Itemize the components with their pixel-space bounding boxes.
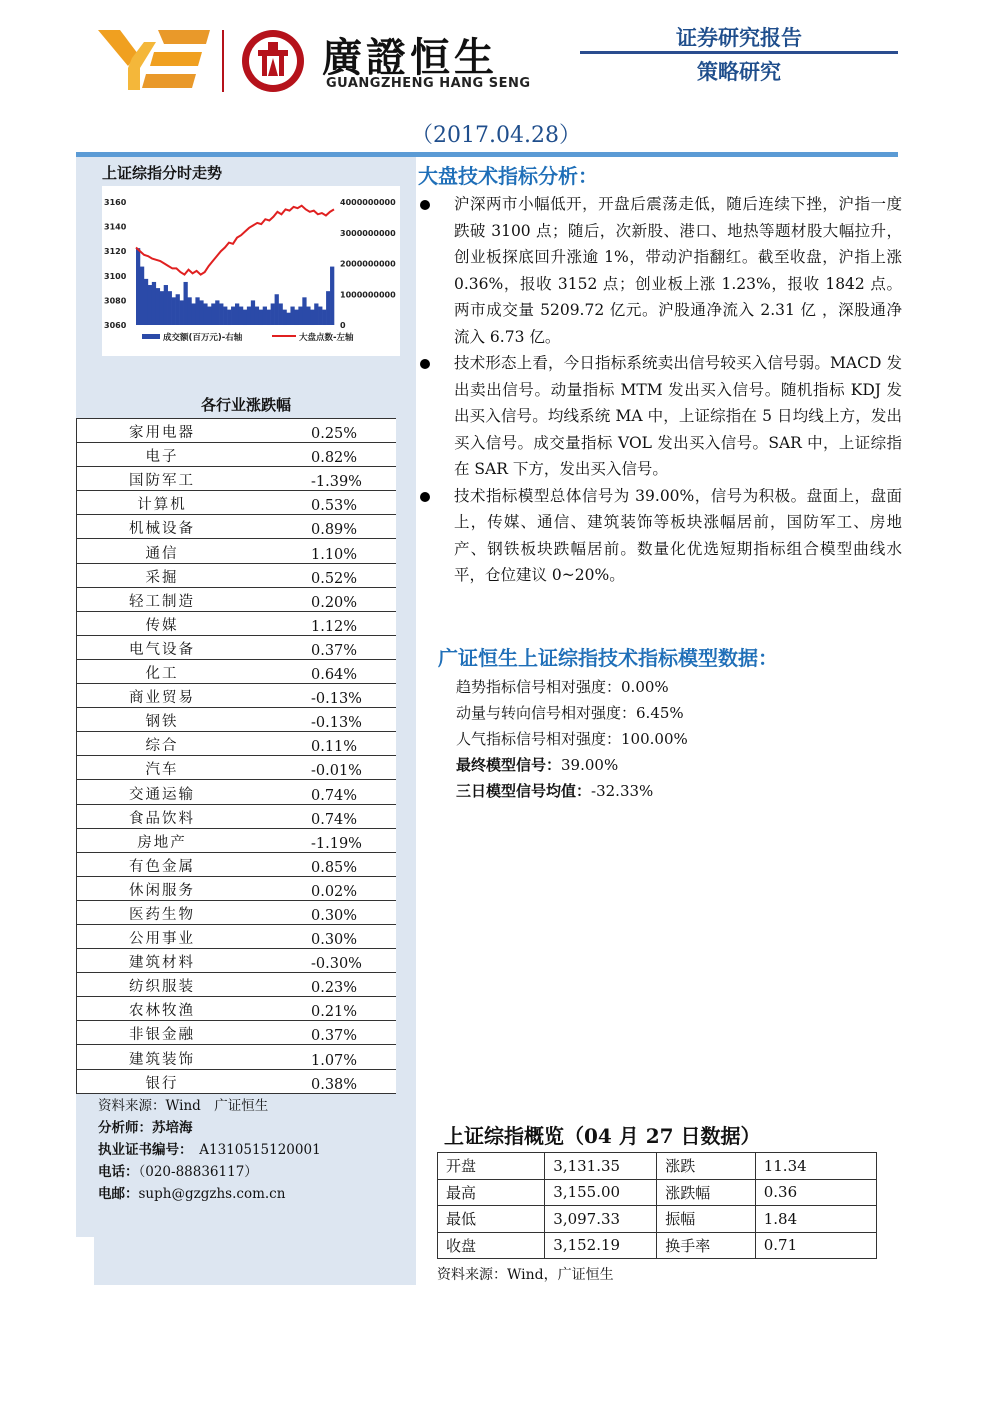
industry-row bbox=[77, 659, 397, 683]
industry-change: -1.39% bbox=[247, 467, 396, 491]
industry-row bbox=[77, 1045, 397, 1069]
industry-change: 0.52% bbox=[247, 563, 396, 587]
volume-bar bbox=[318, 307, 322, 325]
industry-name: 医药生物 bbox=[77, 900, 248, 924]
analyst-name: 苏培海 bbox=[152, 1120, 193, 1136]
industry-change: -0.30% bbox=[247, 949, 396, 973]
legend-index-label: 大盘点数-左轴 bbox=[299, 333, 354, 343]
overview-value: 0.71 bbox=[755, 1232, 876, 1259]
industry-name: 家用电器 bbox=[77, 419, 248, 443]
overview-label: 涨跌幅 bbox=[657, 1179, 756, 1206]
industry-name: 采掘 bbox=[77, 563, 248, 587]
volume-bar bbox=[243, 310, 247, 325]
email-line bbox=[98, 1182, 285, 1202]
industry-row bbox=[77, 924, 397, 948]
volume-bar bbox=[314, 303, 318, 325]
overview-value: 3,152.19 bbox=[545, 1232, 657, 1259]
industry-name: 轻工制造 bbox=[77, 587, 248, 611]
volume-bar bbox=[290, 307, 294, 325]
volume-bar bbox=[294, 310, 298, 325]
industry-change: 0.02% bbox=[247, 876, 396, 900]
cert-value: A1310515120001 bbox=[199, 1142, 321, 1158]
industry-name: 通信 bbox=[77, 539, 248, 563]
bullet-item: 技术指标模型总体信号为 39.00%，信号为积极。盘面上，盘面上，传媒、通信、建筑装饰等板块涨幅居前，国防军工、房地产、钢铁板块跌幅居前。数量化优选短期指标组合模型曲线水平，仓位建议 0~20%。 bbox=[418, 483, 902, 589]
industry-row bbox=[77, 587, 397, 611]
ye-logo-icon bbox=[98, 28, 210, 92]
industry-name: 汽车 bbox=[77, 756, 248, 780]
industry-row bbox=[77, 852, 397, 876]
industry-row bbox=[77, 756, 397, 780]
volume-bar bbox=[168, 291, 172, 325]
overview-value: 3,131.35 bbox=[545, 1153, 657, 1180]
volume-bar bbox=[227, 310, 231, 325]
industry-name: 钢铁 bbox=[77, 708, 248, 732]
industry-row bbox=[77, 732, 397, 756]
industry-name: 休闲服务 bbox=[77, 876, 248, 900]
industry-row bbox=[77, 876, 397, 900]
volume-bar bbox=[310, 310, 314, 325]
volume-bar bbox=[152, 282, 156, 325]
logo-separator bbox=[222, 30, 224, 92]
industry-name: 综合 bbox=[77, 732, 248, 756]
industry-row bbox=[77, 804, 397, 828]
volume-bar bbox=[259, 310, 263, 325]
industry-row bbox=[77, 539, 397, 563]
overview-row bbox=[438, 1232, 877, 1259]
industry-row bbox=[77, 973, 397, 997]
bullet-dot-icon bbox=[420, 200, 430, 210]
phone-line bbox=[98, 1160, 258, 1180]
industry-row bbox=[77, 419, 397, 443]
overview-label: 开盘 bbox=[438, 1153, 545, 1180]
phone-label: 电话： bbox=[98, 1164, 139, 1180]
index-line bbox=[136, 206, 334, 275]
industry-change: 0.53% bbox=[247, 491, 396, 515]
industry-name: 建筑材料 bbox=[77, 949, 248, 973]
industry-name: 计算机 bbox=[77, 491, 248, 515]
volume-bar bbox=[286, 313, 290, 325]
volume-bar bbox=[199, 300, 203, 325]
industry-change: 1.07% bbox=[247, 1045, 396, 1069]
industry-row bbox=[77, 828, 397, 852]
legend-volume-label: 成交额(百万元)-右轴 bbox=[163, 333, 243, 343]
volume-bar bbox=[275, 294, 279, 325]
industry-change: 0.21% bbox=[247, 997, 396, 1021]
left-axis-tick-label: 3080 bbox=[104, 296, 127, 306]
bullet-item: 技术形态上看，今日指标系统卖出信号较买入信号弱。MACD 发出卖出信号。动量指标 MTM 发出买入信号。随机指标 KDJ 发出买入信号。均线系统 MA 中，上证综指在 5 日均线上方，发出买入信号。成交量指标 VOL 发出买入信号。SAR 中，上证综指在 SAR 下方，发出买入信号。 bbox=[418, 350, 902, 483]
legend-volume-swatch bbox=[142, 334, 160, 339]
industry-name: 机械设备 bbox=[77, 515, 248, 539]
volume-bar bbox=[326, 291, 330, 325]
volume-bar bbox=[283, 310, 287, 325]
left-axis-tick-label: 3100 bbox=[104, 271, 127, 281]
left-source-note: 资料来源：Wind 广证恒生 bbox=[98, 1098, 269, 1114]
right-axis-tick-label: 0 bbox=[340, 321, 346, 330]
model-data bbox=[456, 674, 688, 804]
industry-change: 0.74% bbox=[247, 804, 396, 828]
volume-bar bbox=[203, 303, 207, 325]
volume-bar bbox=[235, 303, 239, 325]
industry-change: 0.38% bbox=[247, 1069, 396, 1093]
phone-value: （020-88836117） bbox=[138, 1164, 258, 1180]
volume-bar bbox=[176, 294, 180, 325]
volume-bar bbox=[144, 279, 148, 325]
industry-row bbox=[77, 443, 397, 467]
cert-line bbox=[98, 1138, 321, 1158]
industry-change: 0.89% bbox=[247, 515, 396, 539]
overview-value: 0.36 bbox=[755, 1179, 876, 1206]
industry-name: 纺织服装 bbox=[77, 973, 248, 997]
industry-row bbox=[77, 1021, 397, 1045]
overview-label: 最高 bbox=[438, 1179, 545, 1206]
industry-name: 国防军工 bbox=[77, 467, 248, 491]
volume-bar bbox=[279, 303, 283, 325]
brand-name-en: GUANGZHENG HANG SENG bbox=[326, 76, 531, 91]
industry-row bbox=[77, 515, 397, 539]
volume-bar bbox=[148, 285, 152, 325]
industry-change: 0.85% bbox=[247, 852, 396, 876]
volume-bar bbox=[187, 297, 191, 325]
volume-bar bbox=[164, 285, 168, 325]
industry-change: -1.19% bbox=[247, 828, 396, 852]
industry-row bbox=[77, 684, 397, 708]
industry-change: 0.37% bbox=[247, 1021, 396, 1045]
left-axis-tick-label: 3060 bbox=[104, 321, 127, 330]
volume-bar bbox=[298, 307, 302, 325]
industry-name: 非银金融 bbox=[77, 1021, 248, 1045]
bullet-dot-icon bbox=[420, 492, 430, 502]
index-overview-table bbox=[437, 1152, 877, 1259]
industry-row bbox=[77, 1069, 397, 1093]
volume-bar bbox=[251, 300, 255, 325]
right-axis-tick-label: 4000000000 bbox=[340, 198, 396, 207]
analyst-line bbox=[98, 1116, 193, 1136]
industry-change-table bbox=[76, 418, 396, 1094]
volume-bar bbox=[191, 303, 195, 325]
overview-title: 上证综指概览（04 月 27 日数据） bbox=[444, 1124, 761, 1148]
volume-bar bbox=[211, 303, 215, 325]
industry-change: 0.30% bbox=[247, 900, 396, 924]
left-axis-tick-label: 3140 bbox=[104, 222, 127, 232]
overview-row bbox=[438, 1179, 877, 1206]
intraday-chart-svg bbox=[102, 186, 400, 356]
brand-name-cn: 廣證恒生 bbox=[322, 35, 498, 81]
volume-bar bbox=[239, 307, 243, 325]
industry-name: 农林牧渔 bbox=[77, 997, 248, 1021]
industry-change: 1.12% bbox=[247, 611, 396, 635]
final-signal: 最终模型信号：39.00% bbox=[456, 756, 619, 774]
cert-label: 执业证书编号： bbox=[98, 1142, 186, 1158]
industry-change: -0.13% bbox=[247, 708, 396, 732]
overview-value: 3,097.33 bbox=[545, 1206, 657, 1233]
left-axis-tick-label: 3120 bbox=[104, 247, 127, 257]
volume-bar bbox=[160, 291, 164, 325]
overview-row bbox=[438, 1206, 877, 1233]
volume-bar bbox=[302, 297, 306, 325]
email-value[interactable]: suph@gzgzhs.com.cn bbox=[138, 1186, 286, 1202]
chart-title: 上证综指分时走势 bbox=[102, 164, 223, 182]
industry-row bbox=[77, 611, 397, 635]
volume-bar bbox=[195, 297, 199, 325]
industry-change: 0.74% bbox=[247, 780, 396, 804]
industry-change: 0.37% bbox=[247, 635, 396, 659]
industry-change: 0.25% bbox=[247, 419, 396, 443]
industry-change: -0.13% bbox=[247, 684, 396, 708]
volume-bar bbox=[172, 297, 176, 325]
header-rule bbox=[580, 51, 898, 54]
popularity-strength: 人气指标信号相对强度：100.00% bbox=[456, 730, 688, 748]
industry-name: 银行 bbox=[77, 1069, 248, 1093]
overview-row bbox=[438, 1153, 877, 1180]
volume-bar bbox=[330, 267, 334, 325]
overview-label: 最低 bbox=[438, 1206, 545, 1233]
volume-bar bbox=[322, 310, 326, 325]
industry-row bbox=[77, 900, 397, 924]
bullet-item: 沪深两市小幅低开，开盘后震荡走低，随后连续下挫，沪指一度跌破 3100 点；随后，次新股、港口、地热等题材股大幅拉升，创业板探底回升涨逾 1%，带动沪指翻红。截至收盘，沪指上涨 0.36%，报收 3152 点；创业板上涨 1.23%，报收 1842 点。两市成交量 5209.72 亿元。沪股通净流入 2.31 亿 ，深股通净流入 6.73 亿。 bbox=[418, 191, 902, 350]
overview-label: 收盘 bbox=[438, 1232, 545, 1259]
industry-change: 0.20% bbox=[247, 587, 396, 611]
industry-change: 0.64% bbox=[247, 659, 396, 683]
industry-name: 食品饮料 bbox=[77, 804, 248, 828]
industry-name: 化工 bbox=[77, 659, 248, 683]
volume-bar bbox=[140, 267, 144, 325]
overview-value: 11.34 bbox=[755, 1153, 876, 1180]
analyst-label: 分析师： bbox=[98, 1120, 152, 1136]
left-axis-tick-label: 3160 bbox=[104, 198, 127, 207]
overview-value: 3,155.00 bbox=[545, 1179, 657, 1206]
volume-bar bbox=[223, 307, 227, 325]
industry-row bbox=[77, 949, 397, 973]
industry-change: 1.10% bbox=[247, 539, 396, 563]
industry-change: 0.30% bbox=[247, 924, 396, 948]
three-day-average: 三日模型信号均值：-32.33% bbox=[456, 782, 654, 800]
industry-row bbox=[77, 491, 397, 515]
volume-bar bbox=[136, 248, 140, 325]
industry-change: -0.01% bbox=[247, 756, 396, 780]
industry-name: 建筑装饰 bbox=[77, 1045, 248, 1069]
volume-bar bbox=[255, 307, 259, 325]
industry-name: 交通运输 bbox=[77, 780, 248, 804]
industry-change: 0.82% bbox=[247, 443, 396, 467]
overview-label: 振幅 bbox=[657, 1206, 756, 1233]
industry-row bbox=[77, 997, 397, 1021]
industry-row bbox=[77, 635, 397, 659]
market-analysis-title: 大盘技术指标分析： bbox=[418, 164, 598, 188]
trend-strength: 趋势指标信号相对强度：0.00% bbox=[456, 678, 669, 696]
industry-name: 商业贸易 bbox=[77, 684, 248, 708]
report-subtype: 策略研究 bbox=[697, 60, 781, 84]
report-date: （2017.04.28） bbox=[411, 123, 581, 148]
email-label: 电邮： bbox=[98, 1186, 139, 1202]
volume-bar bbox=[231, 307, 235, 325]
volume-bar bbox=[184, 282, 188, 325]
industry-name: 传媒 bbox=[77, 611, 248, 635]
volume-bar bbox=[267, 310, 271, 325]
right-axis-tick-label: 3000000000 bbox=[340, 228, 396, 238]
industry-change: 0.11% bbox=[247, 732, 396, 756]
overview-label: 换手率 bbox=[657, 1232, 756, 1259]
industry-change: 0.23% bbox=[247, 973, 396, 997]
volume-bar bbox=[207, 307, 211, 325]
volume-bar bbox=[247, 307, 251, 325]
right-axis-tick-label: 1000000000 bbox=[340, 290, 396, 300]
industry-name: 公用事业 bbox=[77, 924, 248, 948]
volume-bar bbox=[215, 300, 219, 325]
industry-row bbox=[77, 780, 397, 804]
industry-name: 电子 bbox=[77, 443, 248, 467]
right-axis-tick-label: 2000000000 bbox=[340, 259, 396, 269]
intraday-chart bbox=[102, 186, 400, 356]
bullet-dot-icon bbox=[420, 359, 430, 369]
hang-seng-seal-icon bbox=[238, 28, 308, 94]
volume-bar bbox=[180, 300, 184, 325]
model-data-title: 广证恒生上证综指技术指标模型数据： bbox=[438, 646, 778, 670]
report-type: 证券研究报告 bbox=[676, 26, 802, 50]
industry-name: 有色金属 bbox=[77, 852, 248, 876]
momentum-strength: 动量与转向信号相对强度：6.45% bbox=[456, 704, 684, 722]
industry-table-title: 各行业涨跌幅 bbox=[200, 396, 291, 414]
right-source-note: 资料来源：Wind，广证恒生 bbox=[437, 1267, 614, 1283]
industry-row bbox=[77, 563, 397, 587]
industry-row bbox=[77, 467, 397, 491]
industry-row bbox=[77, 708, 397, 732]
overview-value: 1.84 bbox=[755, 1206, 876, 1233]
volume-bar bbox=[219, 303, 223, 325]
industry-name: 电气设备 bbox=[77, 635, 248, 659]
industry-name: 房地产 bbox=[77, 828, 248, 852]
analysis-bullets bbox=[418, 191, 902, 589]
overview-label: 涨跌 bbox=[657, 1153, 756, 1180]
volume-bar bbox=[271, 303, 275, 325]
volume-bar bbox=[306, 307, 310, 325]
volume-bar bbox=[156, 288, 160, 325]
volume-bar bbox=[263, 307, 267, 325]
